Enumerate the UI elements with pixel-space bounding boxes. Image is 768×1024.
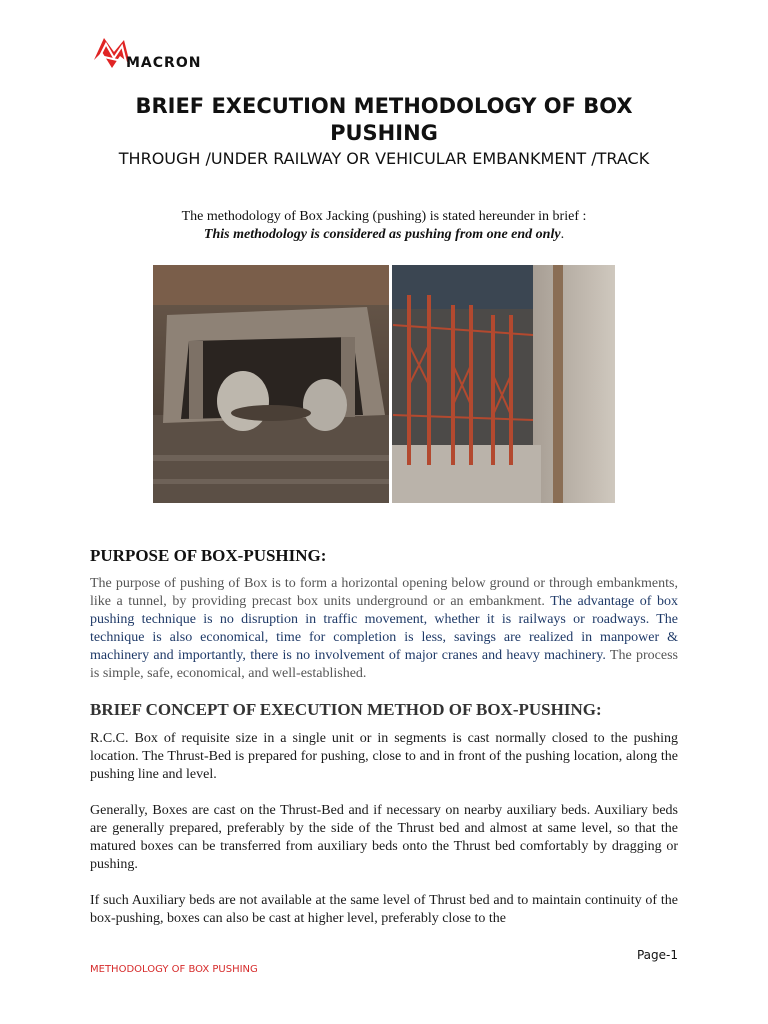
concept-paragraph-2: Generally, Boxes are cast on the Thrust-Bed and if necessary on nearby auxiliary beds. Auxiliary beds are generally prepared, preferably by the side of the Thrust bed and almost at same level, so that the matured boxes can be transferred from auxiliary beds onto the Thrust bed comfortably by dragging or pushing. [90, 803, 678, 872]
page-title: BRIEF EXECUTION METHODOLOGY OF BOX PUSHING [135, 94, 633, 145]
box-pushing-site-photo [153, 265, 615, 503]
intro-line-1: The methodology of Box Jacking (pushing) is stated hereunder in brief : [181, 209, 587, 224]
intro-period: . [560, 227, 565, 242]
logo-text: MACRON [126, 55, 202, 71]
intro-line-2 [90, 226, 678, 244]
page-number: Page-1 [636, 948, 678, 962]
page-subtitle: THROUGH /UNDER RAILWAY OR VEHICULAR EMBANKMENT /TRACK [118, 149, 650, 168]
concept-paragraph-3: If such Auxiliary beds are not available at the same level of Thrust bed and to maintain continuity of the box-pushing, boxes can also be cast at higher level, preferably close to the [90, 893, 678, 926]
purpose-text-1: The purpose of pushing of Box is to form a horizontal opening below ground or through embankments, like a tunnel, by providing precast box units underground or an embankment. [90, 576, 678, 609]
intro-emphasis: This methodology is considered as pushing from one end only [203, 227, 561, 242]
section-heading-concept: BRIEF CONCEPT OF EXECUTION METHOD OF BOX-PUSHING: [90, 700, 602, 719]
intro [90, 208, 678, 244]
footer-text: METHODOLOGY OF BOX PUSHING [90, 964, 258, 975]
section-heading-purpose: PURPOSE OF BOX-PUSHING: [90, 546, 327, 565]
purpose-paragraph [90, 575, 678, 683]
purpose-text-3: The process is simple, safe, economical, and well-established. [90, 648, 678, 681]
concept-paragraph-1: R.C.C. Box of requisite size in a single unit or in segments is cast normally closed to the pushing location. The Thrust-Bed is prepared for pushing, close to and in front of the pushing location, along the pushing line and level. [90, 731, 678, 782]
purpose-text-2: The advantage of box pushing technique is no disruption in traffic movement, whether it is railways or roadways. The technique is also economical, time for completion is less, savings are realized in manpower & machinery and importantly, there is no involvement of major cranes and heavy machinery. [90, 594, 678, 663]
